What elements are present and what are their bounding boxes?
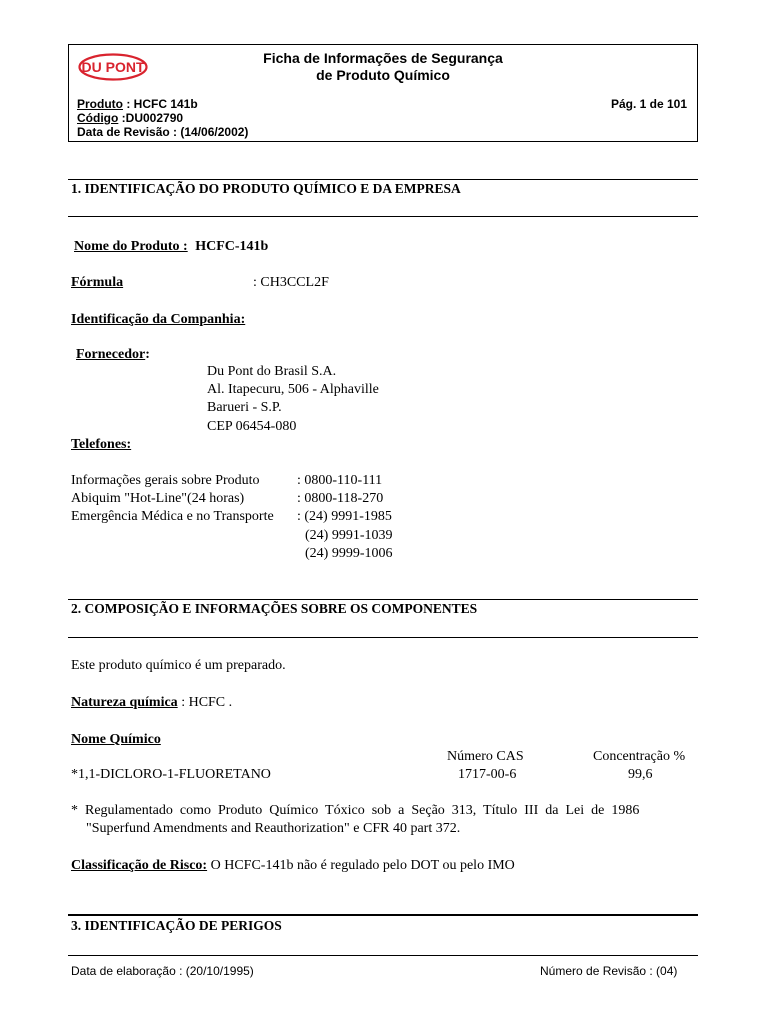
chemical-nature-value: : HCFC . — [181, 695, 233, 710]
risk-classification-line — [71, 857, 515, 875]
component-cas: 1717-00-6 — [458, 767, 517, 782]
logo-text: DU PONT — [81, 59, 145, 75]
supplier-line — [76, 346, 150, 364]
section1-rule-top — [68, 179, 698, 180]
phone-label: Abiquim "Hot-Line"(24 horas) — [71, 491, 245, 506]
phone-value: (24) 9999-1006 — [305, 546, 393, 561]
formula-label: Fórmula — [71, 275, 124, 290]
section2-rule-bottom — [68, 637, 698, 638]
phone-value: : 0800-118-270 — [297, 491, 384, 506]
address-line: Barueri - S.P. — [207, 400, 282, 415]
phone-value: : 0800-110-111 — [297, 473, 383, 488]
concentration-column-header: Concentração % — [593, 749, 686, 764]
component-name: *1,1-DICLORO-1-FLUORETANO — [71, 767, 271, 782]
chemical-name-label: Nome Químico — [71, 732, 161, 747]
phone-label: Emergência Médica e no Transporte — [71, 509, 274, 524]
cas-column-header: Número CAS — [447, 749, 524, 764]
phone-value: : (24) 9991-1985 — [297, 509, 392, 524]
footer-revision-number: Número de Revisão : (04) — [540, 964, 678, 978]
doc-title-line2: de Produto Químico — [316, 67, 450, 83]
section1-rule-bottom — [68, 216, 698, 217]
formula-value: : CH3CCL2F — [253, 275, 329, 290]
product-name-line — [74, 238, 268, 256]
codigo-label: Código — [77, 111, 119, 125]
produto-label: Produto — [77, 97, 123, 111]
section3-title: 3. IDENTIFICAÇÃO DE PERIGOS — [71, 918, 282, 933]
revisao-line: Data de Revisão : (14/06/2002) — [77, 125, 249, 139]
header-box — [68, 44, 698, 142]
chemical-nature-line — [71, 694, 232, 712]
produto-line — [77, 97, 198, 111]
supplier-label: Fornecedor — [76, 347, 146, 362]
codigo-line — [77, 111, 183, 125]
address-line: CEP 06454-080 — [207, 419, 297, 434]
footer-creation-date: Data de elaboração : (20/10/1995) — [71, 964, 254, 978]
codigo-value: :DU002790 — [121, 111, 184, 125]
regulatory-note-line2: "Superfund Amendments and Reauthorization" e CFR 40 part 372. — [86, 821, 461, 836]
footer-rule — [68, 955, 698, 956]
phone-label: Informações gerais sobre Produto — [71, 473, 260, 488]
page-number: Pág. 1 de 101 — [610, 97, 687, 111]
regulatory-note-line1: * Regulamentado como Produto Químico Tóxico sob a Seção 313, Título III da Lei de 1986 — [71, 803, 640, 818]
supplier-colon: : — [145, 347, 150, 362]
section3-rule-top — [68, 914, 698, 916]
risk-classification-label: Classificação de Risco: — [71, 858, 208, 873]
product-name-label: Nome do Produto : — [74, 239, 188, 254]
phone-value: (24) 9991-1039 — [305, 528, 393, 543]
product-name-value: HCFC-141b — [195, 239, 269, 254]
risk-classification-value: O HCFC-141b não é regulado pelo DOT ou pelo IMO — [210, 858, 515, 873]
phones-label: Telefones: — [71, 437, 132, 452]
address-line: Du Pont do Brasil S.A. — [207, 364, 337, 379]
section2-rule-top — [68, 599, 698, 600]
chemical-nature-label: Natureza química — [71, 695, 178, 710]
produto-value: : HCFC 141b — [126, 97, 198, 111]
doc-title-line1: Ficha de Informações de Segurança — [263, 50, 503, 66]
component-concentration: 99,6 — [628, 767, 653, 782]
section1-title: 1. IDENTIFICAÇÃO DO PRODUTO QUÍMICO E DA EMPRESA — [71, 181, 461, 196]
section2-title: 2. COMPOSIÇÃO E INFORMAÇÕES SOBRE OS COMPONENTES — [71, 601, 478, 616]
product-type-text: Este produto químico é um preparado. — [71, 658, 286, 673]
address-line: Al. Itapecuru, 506 - Alphaville — [207, 382, 379, 397]
company-id-label: Identificação da Companhia: — [71, 312, 246, 327]
